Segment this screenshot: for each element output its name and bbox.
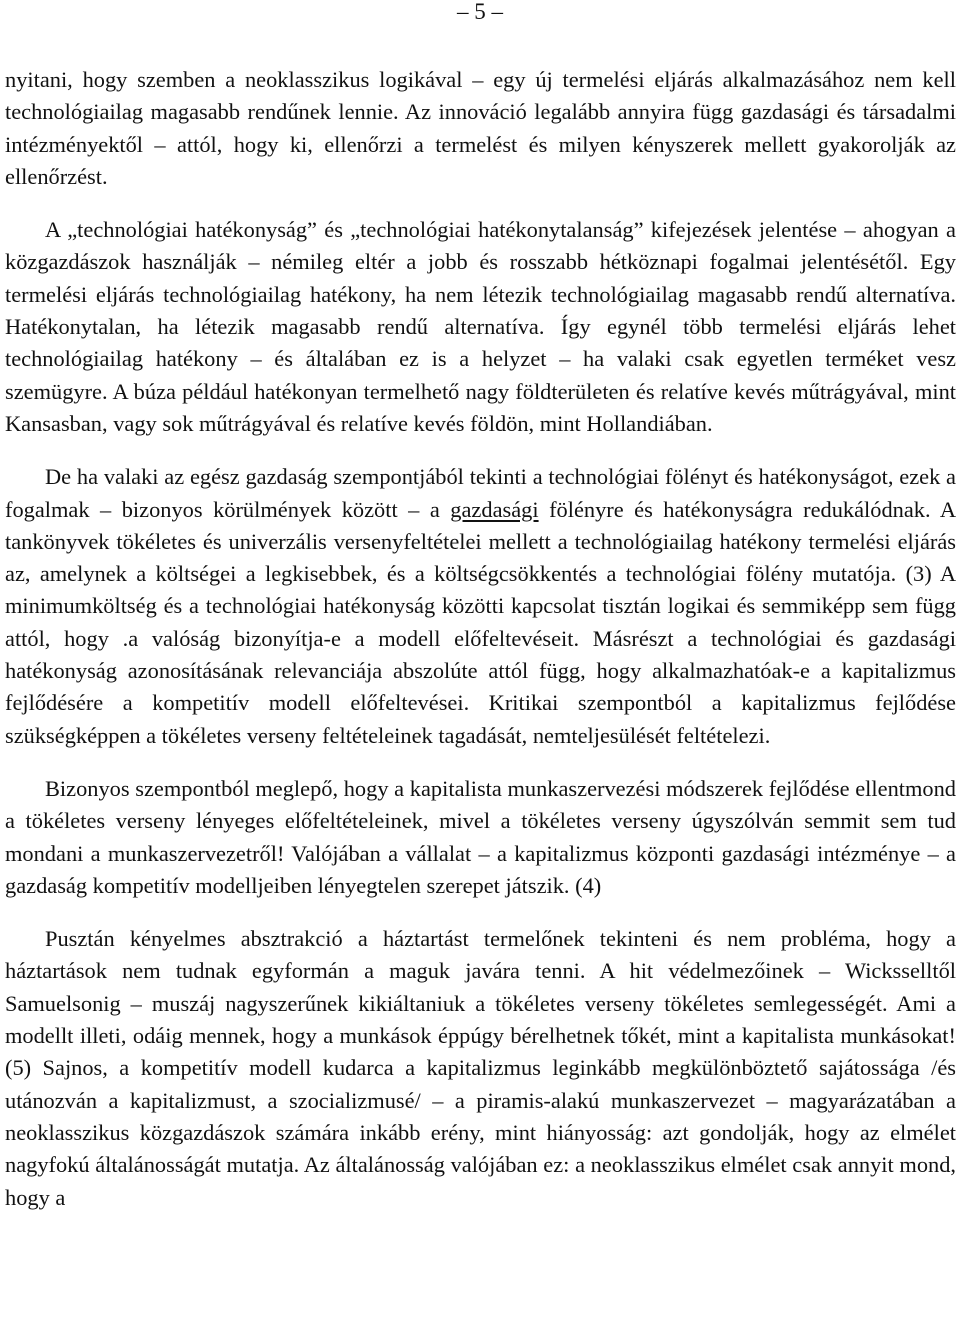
paragraph-household-abstraction: Pusztán kényelmes absztrakció a háztartást termelőnek tekinteni és nem probléma, hogy a háztartások nem tudnak egyformán a maguk javára tenni. A hit védelmezőinek – Wicksselltől Samuelsonig – muszáj nagyszerűnek kikiáltaniuk a tökéletes verseny tökéletes semlegességét. Ami a modellt illeti, odáig mennek, hogy a munkások éppúgy bérelhetnek tőkét, mint a kapitalista munkásokat! (5) Sajnos, a kompetitív modell kudarca a kapitalizmus leginkább megkülönböztető sajátossága /és utánozván a kapitalizmust, a szocializmusé/ – a piramis-alakú munkaszervezet – magyarázatában a neoklasszikus közgazdászok számára inkább erény, mint hiányosság: azt gondolják, hogy az elmélet nagyfokú általánosságát mutatja. Az általánosság valójában ez: a neoklasszikus elmélet csak annyit mond, hogy a xyxy=(5,926,956,1210)
paragraph-text-after: fölényre és hatékonyságra redukálódnak. A tankönyvek tökéletes és univerzális versenyfeltételei mellett a technológiailag hatékony termelési eljárás az, amelynek a költségei a legkisebbek, és a költségcsökkentés a technológiai fölény mutatója. (3) A minimumköltség és a technológiai hatékonyság közötti kapcsolat tisztán logikai és semmiképp sem függ attól, hogy .a valóság bizonyítja-e a modell előfeltevéseit. Másrészt a technológiai és gazdasági hatékonyság azonosításának relevanciája abszolúte attól függ, hogy alkalmazhatóak-e a kapitalizmus fejlődésére a kompetitív modell előfeltevései. Kritikai szempontból a kapitalizmus fejlődése szükségképpen a tökéletes verseny feltételeinek tagadását, nemteljesülését feltételezi. xyxy=(5,496,956,748)
paragraph-technological-efficiency: A „technológiai hatékonyság” és „technológiai hatékonytalanság” kifejezések jelentése – ahogyan a közgazdászok használják – némileg eltér a jobb és rosszabb hétköznapi fogalmai jelentésétől. Egy termelési eljárás technológiailag hatékony, ha nem létezik technológiailag magasabb rendű alternatíva. Hatékonytalan, ha létezik magasabb rendű alternatíva. Így egynél több termelési eljárás lehet technológiailag hatékony – és általában ez is a helyzet – ha valaki csak egyetlen terméket vesz szemügyre. A búza például hatékonyan termelhető nagy földterületen és relatíve kevés műtrágyával, mint Kansasban, vagy sok műtrágyával és relatíve kevés földön, mint Hollandiában. xyxy=(5,217,956,436)
paragraph-text-before: De ha valaki az egész gazdaság szempontjából tekinti a technológiai fölényt és hatékonyságot, ezek a fogalmak – bizonyos körülmények között – a xyxy=(5,464,956,522)
paragraph-economic-efficiency xyxy=(5,461,956,752)
body-text xyxy=(5,64,956,1214)
paragraph-continuation: nyitani, hogy szemben a neoklasszikus logikával – egy új termelési eljárás alkalmazásához nem kell technológiailag magasabb rendűnek lennie. Az innováció legalább annyira függ gazdasági és társadalmi intézményektől – attól, hogy ki, ellenőrzi a termelést és milyen kényszerek mellett gyakorolják az ellenőrzést. xyxy=(5,67,956,189)
page-number: – 5 – xyxy=(457,0,503,24)
underlined-word-gazdasagi: gazdasági xyxy=(450,496,539,522)
paragraph-work-organization: Bizonyos szempontból meglepő, hogy a kapitalista munkaszervezési módszerek fejlődése ellentmond a tökéletes verseny lényeges előfeltételeinek, mivel a tökéletes verseny úgyszólván semmit sem tud mondani a munkaszervezetről! Valójában a vállalat – a kapitalizmus központi gazdasági intézménye – a gazdaság kompetitív modelljeiben lényegtelen szerepet játszik. (4) xyxy=(5,775,956,898)
